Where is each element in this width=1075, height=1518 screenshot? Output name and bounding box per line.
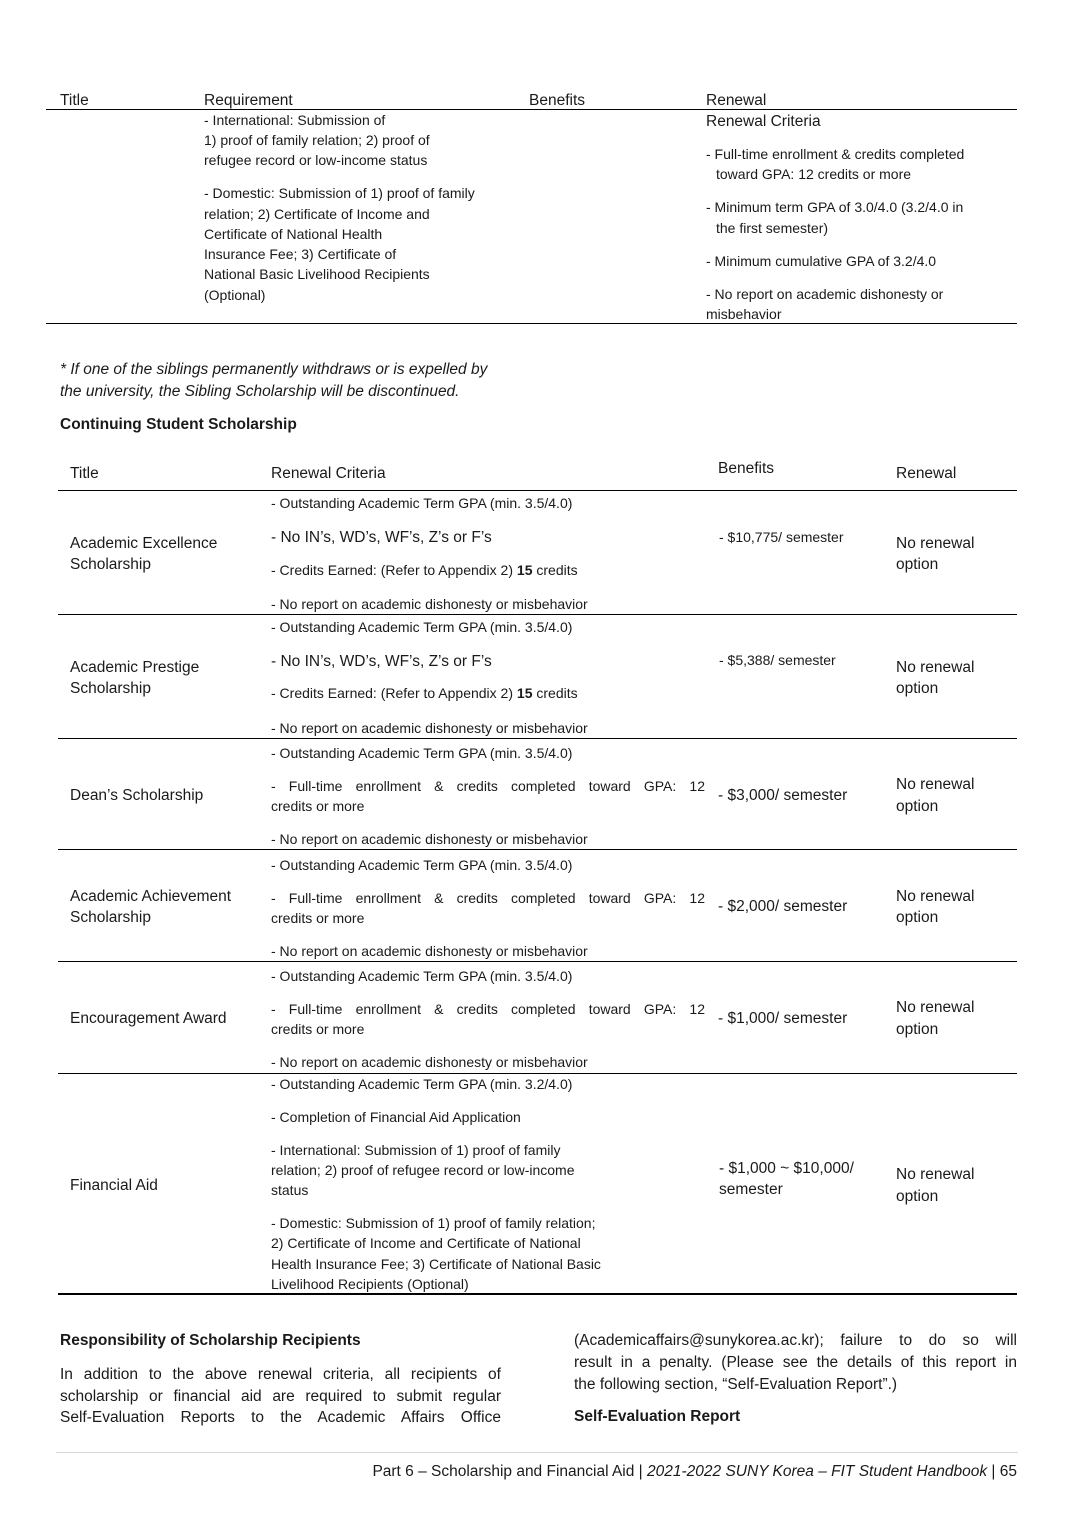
row-title: Academic Prestige	[70, 659, 200, 676]
body-line: (Academicaffairs@sunykorea.ac.kr); failure to do so will	[574, 1332, 1017, 1349]
criteria-line: - No report on academic dishonesty or misbehavior	[271, 943, 588, 959]
body-line: the following section, “Self-Evaluation Report”.)	[574, 1376, 898, 1393]
renewal-text: No renewal	[896, 1166, 975, 1183]
col-header-renewal-criteria: Renewal Criteria	[271, 465, 386, 482]
col-header-renewal: Renewal	[706, 92, 767, 109]
criteria-line: - Full-time enrollment & credits completed toward GPA: 12	[271, 890, 705, 906]
criteria-line: - Outstanding Academic Term GPA (min. 3.5/4.0)	[271, 495, 573, 511]
renewal-item: the first semester)	[716, 220, 829, 236]
criteria-line: - Completion of Financial Aid Application	[271, 1109, 521, 1125]
row-divider	[58, 738, 1017, 739]
criteria-line: - Credits Earned: (Refer to Appendix 2) 15 credits	[271, 685, 578, 701]
renewal-item: - Full-time enrollment & credits completed	[706, 146, 965, 162]
footer-part: Part 6 – Scholarship and Financial Aid |	[372, 1463, 643, 1480]
body-line: In addition to the above renewal criteria, all recipients of	[60, 1366, 501, 1383]
requirement-line: Insurance Fee; 3) Certificate of	[204, 246, 397, 262]
table-bottom-rule	[46, 323, 1017, 324]
col-header-renewal: Renewal	[896, 465, 957, 482]
criteria-line: Health Insurance Fee; 3) Certificate of National Basic	[271, 1256, 601, 1272]
section-title: Continuing Student Scholarship	[60, 416, 297, 433]
benefit-amount: - $3,000/ semester	[718, 787, 848, 804]
criteria-line: relation; 2) proof of refugee record or low-income	[271, 1162, 575, 1178]
criteria-line: - Credits Earned: (Refer to Appendix 2) 15 credits	[271, 562, 578, 578]
requirement-line: 1) proof of family relation; 2) proof of	[204, 132, 430, 148]
renewal-item: - No report on academic dishonesty or	[706, 286, 944, 302]
footer-page-number: | 65	[991, 1463, 1017, 1480]
renewal-text: option	[896, 798, 939, 815]
renewal-text: No renewal	[896, 535, 975, 552]
criteria-line: - Outstanding Academic Term GPA (min. 3.5/4.0)	[271, 619, 573, 635]
table-bottom-rule	[58, 1293, 1017, 1295]
renewal-text: No renewal	[896, 776, 975, 793]
row-title: Scholarship	[70, 909, 151, 926]
criteria-line: - Outstanding Academic Term GPA (min. 3.2/4.0)	[271, 1076, 573, 1092]
benefit-amount: - $2,000/ semester	[718, 898, 848, 915]
footer-rule	[56, 1452, 1018, 1453]
benefit-amount: semester	[719, 1181, 783, 1198]
benefit-amount: - $10,775/ semester	[719, 529, 844, 545]
renewal-item: - Minimum term GPA of 3.0/4.0 (3.2/4.0 in	[706, 199, 964, 215]
requirement-line: - Domestic: Submission of 1) proof of family	[204, 185, 475, 201]
col-header-title: Title	[70, 465, 99, 482]
criteria-line: - No report on academic dishonesty or misbehavior	[271, 720, 588, 736]
benefit-amount: - $1,000/ semester	[718, 1010, 848, 1027]
col-header-requirement: Requirement	[204, 92, 293, 109]
renewal-text: option	[896, 1021, 939, 1038]
criteria-line: - Outstanding Academic Term GPA (min. 3.5/4.0)	[271, 968, 573, 984]
renewal-text: option	[896, 680, 939, 697]
row-divider	[58, 614, 1017, 615]
requirement-line: relation; 2) Certificate of Income and	[204, 206, 430, 222]
renewal-text: option	[896, 909, 939, 926]
requirement-line: National Basic Livelihood Recipients	[204, 266, 430, 282]
row-title: Scholarship	[70, 556, 151, 573]
criteria-line: - Full-time enrollment & credits completed toward GPA: 12	[271, 1001, 705, 1017]
renewal-item: - Minimum cumulative GPA of 3.2/4.0	[706, 253, 937, 269]
criteria-line: credits or more	[271, 1021, 365, 1037]
body-line: result in a penalty. (Please see the details of this report in	[574, 1354, 1017, 1371]
row-divider	[58, 961, 1017, 962]
criteria-line: - Outstanding Academic Term GPA (min. 3.5/4.0)	[271, 745, 573, 761]
header-rule	[58, 490, 1017, 491]
page-footer	[372, 1461, 1017, 1483]
renewal-text: No renewal	[896, 659, 975, 676]
requirement-line: Certificate of National Health	[204, 226, 383, 242]
criteria-line: - No report on academic dishonesty or misbehavior	[271, 596, 588, 612]
criteria-line: status	[271, 1182, 309, 1198]
renewal-text: No renewal	[896, 999, 975, 1016]
requirement-line: - International: Submission of	[204, 112, 386, 128]
body-line: Self-Evaluation Reports to the Academic Affairs Office	[60, 1409, 501, 1426]
benefit-amount: - $5,388/ semester	[719, 652, 836, 668]
row-title: Academic Excellence	[70, 535, 218, 552]
renewal-text: option	[896, 1188, 939, 1205]
criteria-line: - No report on academic dishonesty or misbehavior	[271, 831, 588, 847]
requirement-line: refugee record or low-income status	[204, 152, 428, 168]
criteria-line: Livelihood Recipients (Optional)	[271, 1276, 469, 1292]
col-header-title: Title	[60, 92, 89, 109]
renewal-criteria-heading: Renewal Criteria	[706, 113, 821, 130]
renewal-item: misbehavior	[706, 306, 782, 322]
criteria-line: - International: Submission of 1) proof of family	[271, 1142, 561, 1158]
criteria-line: credits or more	[271, 798, 365, 814]
row-title: Academic Achievement	[70, 888, 232, 905]
renewal-item: toward GPA: 12 credits or more	[716, 166, 912, 182]
criteria-line: - Full-time enrollment & credits completed toward GPA: 12	[271, 778, 705, 794]
criteria-line: - Domestic: Submission of 1) proof of family relation;	[271, 1215, 596, 1231]
row-divider	[58, 849, 1017, 850]
sibling-note-line: * If one of the siblings permanently withdraws or is expelled by	[60, 361, 488, 378]
col-header-benefits: Benefits	[718, 460, 775, 477]
col-header-benefits: Benefits	[529, 92, 586, 109]
header-rule	[46, 109, 1017, 110]
row-title: Encouragement Award	[70, 1010, 227, 1027]
criteria-line: - No report on academic dishonesty or misbehavior	[271, 1054, 588, 1070]
sibling-note-line: the university, the Sibling Scholarship will be discontinued.	[60, 383, 460, 400]
criteria-line: - Outstanding Academic Term GPA (min. 3.5/4.0)	[271, 857, 573, 873]
renewal-text: option	[896, 556, 939, 573]
renewal-text: No renewal	[896, 888, 975, 905]
criteria-line: - No IN’s, WD’s, WF’s, Z’s or F’s	[271, 529, 492, 546]
row-title: Financial Aid	[70, 1177, 158, 1194]
row-title: Dean’s Scholarship	[70, 787, 204, 804]
criteria-line: credits or more	[271, 910, 365, 926]
benefit-amount: - $1,000 ~ $10,000/	[719, 1160, 854, 1177]
criteria-line: 2) Certificate of Income and Certificate of National	[271, 1235, 581, 1251]
row-title: Scholarship	[70, 680, 151, 697]
footer-handbook: 2021-2022 SUNY Korea – FIT Student Handbook	[647, 1463, 988, 1480]
requirement-line: (Optional)	[204, 287, 266, 303]
body-line: scholarship or financial aid are required to submit regular	[60, 1388, 501, 1405]
responsibility-heading: Responsibility of Scholarship Recipients	[60, 1332, 361, 1349]
criteria-line: - No IN’s, WD’s, WF’s, Z’s or F’s	[271, 653, 492, 670]
self-evaluation-heading: Self-Evaluation Report	[574, 1408, 741, 1425]
